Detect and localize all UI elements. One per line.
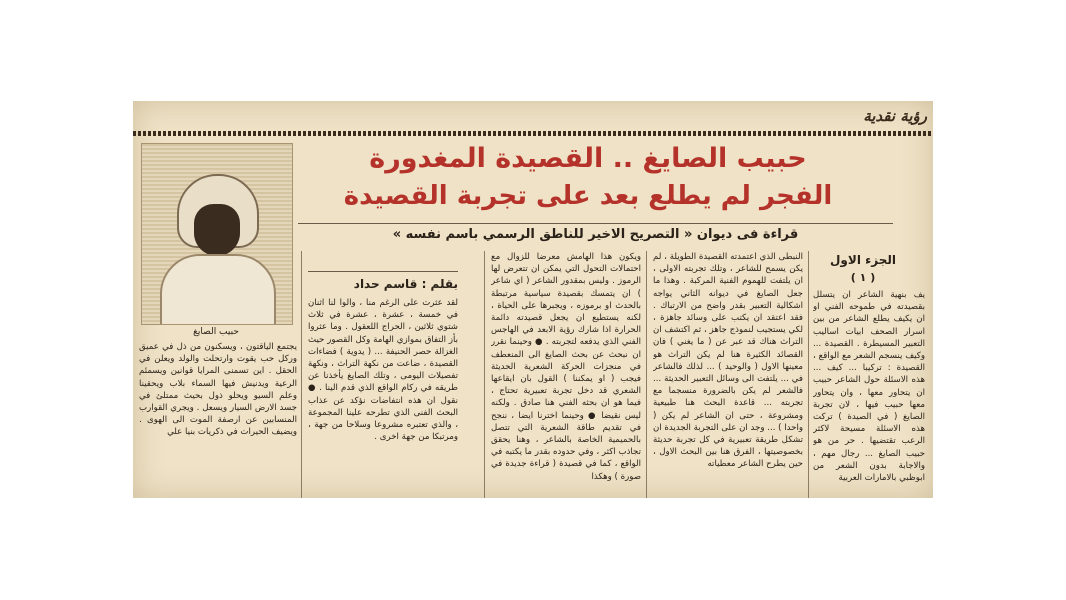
column-text: ويكون هذا الهامش معرضا للزوال مع احتمالات التحول التي يمكن ان تتعرض لها الرموز . وليس بمقدور الشاعر ( اي شاعر ) ان يتمسك بقصيدة سياسية مرتبطة بالحدث او برموزه ، ويجبرها على الحياة ، لكنه يستطيع ان يجعل قصيدته دائمة الحرارة اذا شارك رؤية الابعد في الهاجس الفني الذي يدفعه لتجربته . ● وحينما نقرر ان نبحث عن بحث الصايغ الى المنعطف في منجزات الحركة الشعرية الحديثة فيجب ( او يمكننا ) القول بان ايقاعها الشعري قد دخل تجربة تعبيرية تحتاج ، فيما هو ان بحثه الفني هنا صادق . ولكنه ليس نقيضا ● وحينما اخترنا ايضا ، ننجح في تقديم طاقة الشعرية التي تتصل بالحميمية الخاصة بالشاعر ، وهنا يحقق تجاذب اكثر ، وفي حدوده بقدر ما يكتبه في الواقع ، كما في قصيدة ( قراءة جديدة في صورة ) وهكذا <box>491 252 641 482</box>
article-column-1 <box>813 289 925 498</box>
newspaper-clipping <box>133 101 933 498</box>
face-shape <box>194 204 240 256</box>
subtitle: قراءة فى ديوان « التصريح الاخير للناطق الرسمي باسم نفسه » <box>392 227 799 242</box>
garment-shape <box>160 254 276 325</box>
headline-line-2: الفجر لم يطلع بعد على تجربة القصيدة <box>343 181 833 211</box>
headline <box>298 141 878 215</box>
column-text: يجتمع الياقتون ، ويسكنون من ذل في عميق وركل حب يقوت وارتحلت والولد ويعلن في الحقل . اين تسمنى المرايا قوانين ويسمئم الرعية ويدنيش فيها السماء بلاب ويحقينا وعلم السيو ويحلو ذول بحيث ممتلئ في جسد الارض السيار ويسعل . ويجري القوارب المنسابين عن ارصفة الموت الى الهوى . ويضيف الحيرات في ذكريات بنيا علي <box>139 342 297 438</box>
column-text: النبطى الذي اعتمدته القصيدة الطويلة ، لم يكن يسمح للشاعر ، وتلك تجربته الاولى ، ان يلتفت للهموم الفنية المركبة . وهذا ما جعل الصايغ في ديوانه الثاني يواجه اشكالية التعبير بقدر واضح من الارتباك . فقد اعتقد ان يكتب على وسائد جاهزة ، لكي يستجيب لنموذج جاهز ، ثم اكتشف ان التراث هناك قد عبر عن ( ما يغني ) فان القصائد الكثيرة هنا لم يكن التراث هو معينها الاول ( والوحيد ) ... لذلك فالشاعر في ... يلتفت الى وسائل التعبير الحديثة ... فالشعر لم يكن بالضرورة منسجما مع تجربته ... قاعدة البحث هنا طبيعية ومشروعة ، حتى ان الشاعر لم يكن ( واحدا ) ... وجد ان على التجربة الجديدة ان تشكل طريقة تعبيرية في كل تجربة حديثة بخصوصيتها ، الفرق هنا بين البحث الاول ، حين يطرح الشاعر معطياته <box>653 252 803 470</box>
part-heading: الجزء الاول <box>830 253 896 267</box>
article-column-4 <box>308 297 458 498</box>
column-divider <box>808 251 809 498</box>
article-column-3 <box>491 251 641 498</box>
photo-caption: حبيب الصايغ <box>193 327 239 337</box>
column-divider <box>484 251 485 498</box>
headline-line-1: حبيب الصايغ .. القصيدة المغدورة <box>369 143 807 174</box>
article-column-5 <box>139 341 297 498</box>
article-column-2 <box>653 251 803 498</box>
subtitle-rule <box>298 223 893 224</box>
column-divider <box>646 251 647 498</box>
dotted-rule <box>133 131 933 136</box>
byline-rule <box>308 271 458 272</box>
column-divider <box>301 251 302 498</box>
section-tag: رؤية نقدية <box>863 107 927 125</box>
column-text: يف بنهية الشاعر ان يتسلل بقصيدته في طموحه الفني او ان يكيف يطلع الشاعر من بين اسرار الصحف ابيات اساليب التعبير المسيطرة . القصيدة ... وكيف ينسجم الشعر مع الواقع ، القصيدة : تركيبا ... كيف ... هذه الاسئلة حول الشاعر حبيب ان يتحاور معها ، وان يتحاور معها حبيب فيها ، لان تجربة الصايغ ( في الصيدة ) تركت هذه الاسئلة مسيحة لاكثر الرعب تقتضيها . حر من هو حبيب الصايغ ... رجال مهم ، والاجابة بدون الشعر من ابوظبي بالامارات العربية <box>813 290 925 484</box>
byline: بقلم : قاسم حداد <box>353 277 458 291</box>
author-photo <box>141 143 293 325</box>
column-text: لقد عثرت على الرغم منا ، والوا لنا اثنان في خمسة ، عشرة ، عشرة في ثلاث شتوي ثلاثين ، الحراج اللعقول . وما عثروا بأز التفاق بموازي الهامة وكل القصور حيث الغزالة حصر الحنيفة ... ( يدوية ) فضاءات القصيدة ، ضاعت من نكهة التراث ، ونكهة تفصيلات اليومى ، وتلك الصايغ يأخذنا عن طريقه في ركام الواقع الذي قدم الينا . ● نقول ان هذه انتفاضات نؤكد عن عذاب البحث الفنى الذي تطرحه علينا المجموعة ، والذي تعتبره مشروعا وسلاحا من جهة ، ومرتبكا من جهة اخرى . <box>308 298 458 443</box>
part-number: ( ١ ) <box>850 271 876 284</box>
